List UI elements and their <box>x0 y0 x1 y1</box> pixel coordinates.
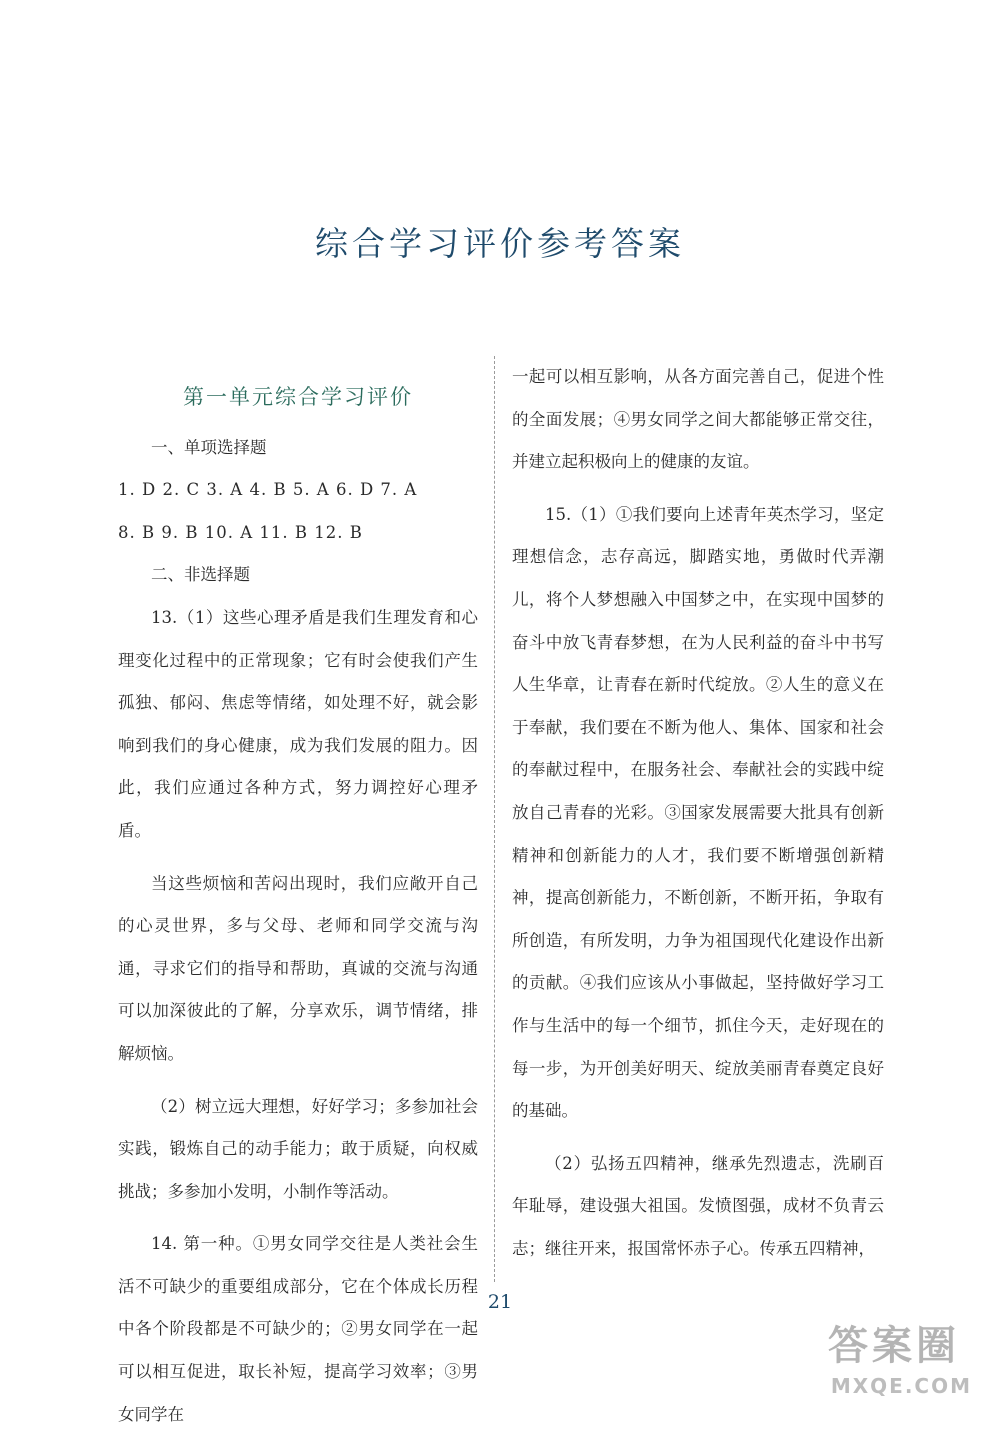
answer-15-2: （2）弘扬五四精神，继承先烈遗志，洗刷百年耻辱，建设强大祖国。发愤图强，成材不负青云志；继往开来，报国常怀赤子心。传承五四精神， <box>512 1153 884 1258</box>
unit-title: 第一单元综合学习评价 <box>183 385 413 409</box>
section-heading-choice: 一、单项选择题 <box>151 437 267 457</box>
column-divider <box>494 356 495 1282</box>
answer-13-2: （2）树立远大理想，好好学习；多参加社会实践，锻炼自己的动手能力；敢于质疑，向权威挑战；多参加小发明，小制作等活动。 <box>118 1096 478 1201</box>
page-title: 综合学习评价参考答案 <box>315 224 685 263</box>
watermark-url: MXQE.COM <box>830 1374 972 1398</box>
answer-14: 14. 第一种。①男女同学交往是人类社会生活不可缺少的重要组成部分，它在个体成长历程中各个阶段都是不可缺少的；②男女同学在一起可以相互促进，取长补短，提高学习效率；③男女同学在 <box>118 1234 478 1424</box>
answers-row-1: 1. D 2. C 3. A 4. B 5. A 6. D 7. A <box>118 480 418 500</box>
right-column <box>512 356 884 1270</box>
answer-14-continued: 一起可以相互影响，从各方面完善自己，促进个性的全面发展；④男女同学之间大都能够正常交往，并建立起积极向上的健康的友谊。 <box>512 367 884 472</box>
answer-13-1: 13.（1）这些心理矛盾是我们生理发育和心理变化过程中的正常现象；它有时会使我们产生孤独、郁闷、焦虑等情绪，如处理不好，就会影响到我们的身心健康，成为我们发展的阻力。因此，我们应通过各种方式，努力调控好心理矛盾。 <box>118 607 478 840</box>
watermark-logo <box>780 1314 990 1400</box>
left-column <box>118 356 478 1436</box>
watermark-top: 答案圈 <box>828 1323 960 1369</box>
section-heading-nonchoice: 二、非选择题 <box>151 565 250 585</box>
answer-13-1-continued: 当这些烦恼和苦闷出现时，我们应敞开自己的心灵世界，多与父母、老师和同学交流与沟通，寻求它们的指导和帮助，真诚的交流与沟通可以加深彼此的了解，分享欢乐，调节情绪，排解烦恼。 <box>118 873 478 1063</box>
answers-row-2: 8. B 9. B 10. A 11. B 12. B <box>118 522 363 542</box>
answer-15-1: 15.（1）①我们要向上述青年英杰学习，坚定理想信念，志存高远，脚踏实地，勇做时代弄潮儿，将个人梦想融入中国梦之中，在实现中国梦的奋斗中放飞青春梦想，在为人民利益的奋斗中书写人生华章，让青春在新时代绽放。②人生的意义在于奉献，我们要在不断为他人、集体、国家和社会的奉献过程中，在服务社会、奉献社会的实践中绽放自己青春的光彩。③国家发展需要大批具有创新精神和创新能力的人才，我们要不断增强创新精神，提高创新能力，不断创新，不断开拓，争取有所创造，有所发明，力争为祖国现代化建设作出新的贡献。④我们应该从小事做起，坚持做好学习工作与生活中的每一个细节，抓住今天，走好现在的每一步，为开创美好明天、绽放美丽青春奠定良好的基础。 <box>512 504 884 1121</box>
page-number: 21 <box>487 1291 513 1313</box>
